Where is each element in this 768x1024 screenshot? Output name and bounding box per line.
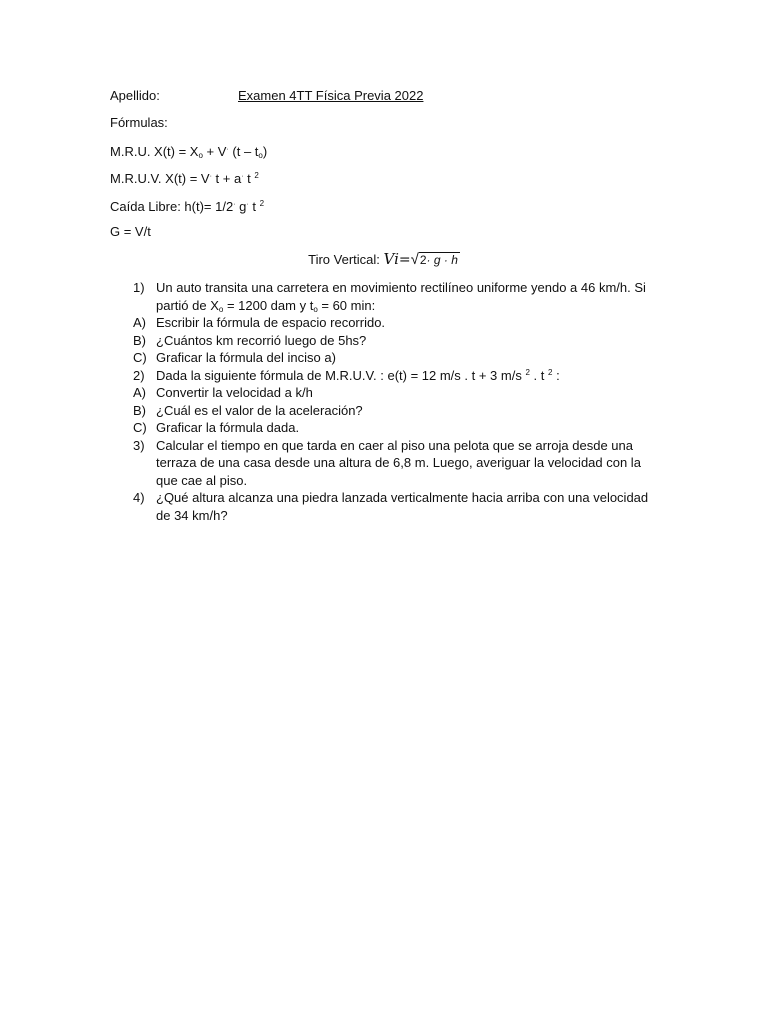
formula-g: G = V/t xyxy=(110,224,151,239)
list-item: A) Escribir la fórmula de espacio recorrido. xyxy=(133,315,386,330)
apellido-label: Apellido: xyxy=(110,88,160,103)
exam-title: Examen 4TT Física Previa 2022 xyxy=(238,88,424,103)
list-item: 1) Un auto transita una carretera en movimiento rectilíneo uniforme yendo a 46 km/h. Si partió de $X_o = 1200$ dam y $t_o = 60$ min: xyxy=(133,280,646,314)
list-item: B) ¿Cuál es el valor de la aceleración? xyxy=(133,402,363,418)
formulas-label: Fórmulas: xyxy=(110,115,168,130)
list-item: C) Graficar la fórmula dada. xyxy=(133,420,300,435)
formula-mruv: M.R.U.V. X(t) = V· t + a· t $^2$ xyxy=(110,171,259,186)
list-item: C) Graficar la fórmula del inciso a) xyxy=(133,350,336,365)
list-item: A) Convertir la velocidad a k/h xyxy=(133,385,313,400)
list-item: B) ¿Cuántos km recorrió luego de 5hs? xyxy=(133,332,367,348)
questions-list xyxy=(133,279,663,524)
formula-caida-libre: Caída Libre: h(t)= 1/2· g· t $^2$ xyxy=(110,199,265,214)
list-item: 2) Dada la siguiente fórmula de M.R.U.V. : e(t) = 12 m/s . t + 3 m/s $^2$ . t $^2$ : xyxy=(133,367,560,383)
sqrt-symbol: √ xyxy=(410,251,419,268)
tiro-lhs: Vi xyxy=(383,250,399,268)
list-item: 3) Calcular el tiempo en que tarda en caer al piso una pelota que se arroja desde una terraza de una casa desde una altura de 6,8 m. Luego, averiguar la velocidad con la que cae al piso. xyxy=(133,437,641,488)
formula-tiro-vertical: Tiro Vertical: Vi=√2· g · h xyxy=(308,250,458,268)
formula-mru: M.R.U. $X(t) = X_o + V^\cdot$ $(t - t_o)$ xyxy=(110,144,268,160)
sqrt-radicand: 2· g · h xyxy=(419,253,458,267)
list-item: 4) ¿Qué altura alcanza una piedra lanzada verticalmente hacia arriba con una velocidad de 34 km/h? xyxy=(133,490,649,523)
